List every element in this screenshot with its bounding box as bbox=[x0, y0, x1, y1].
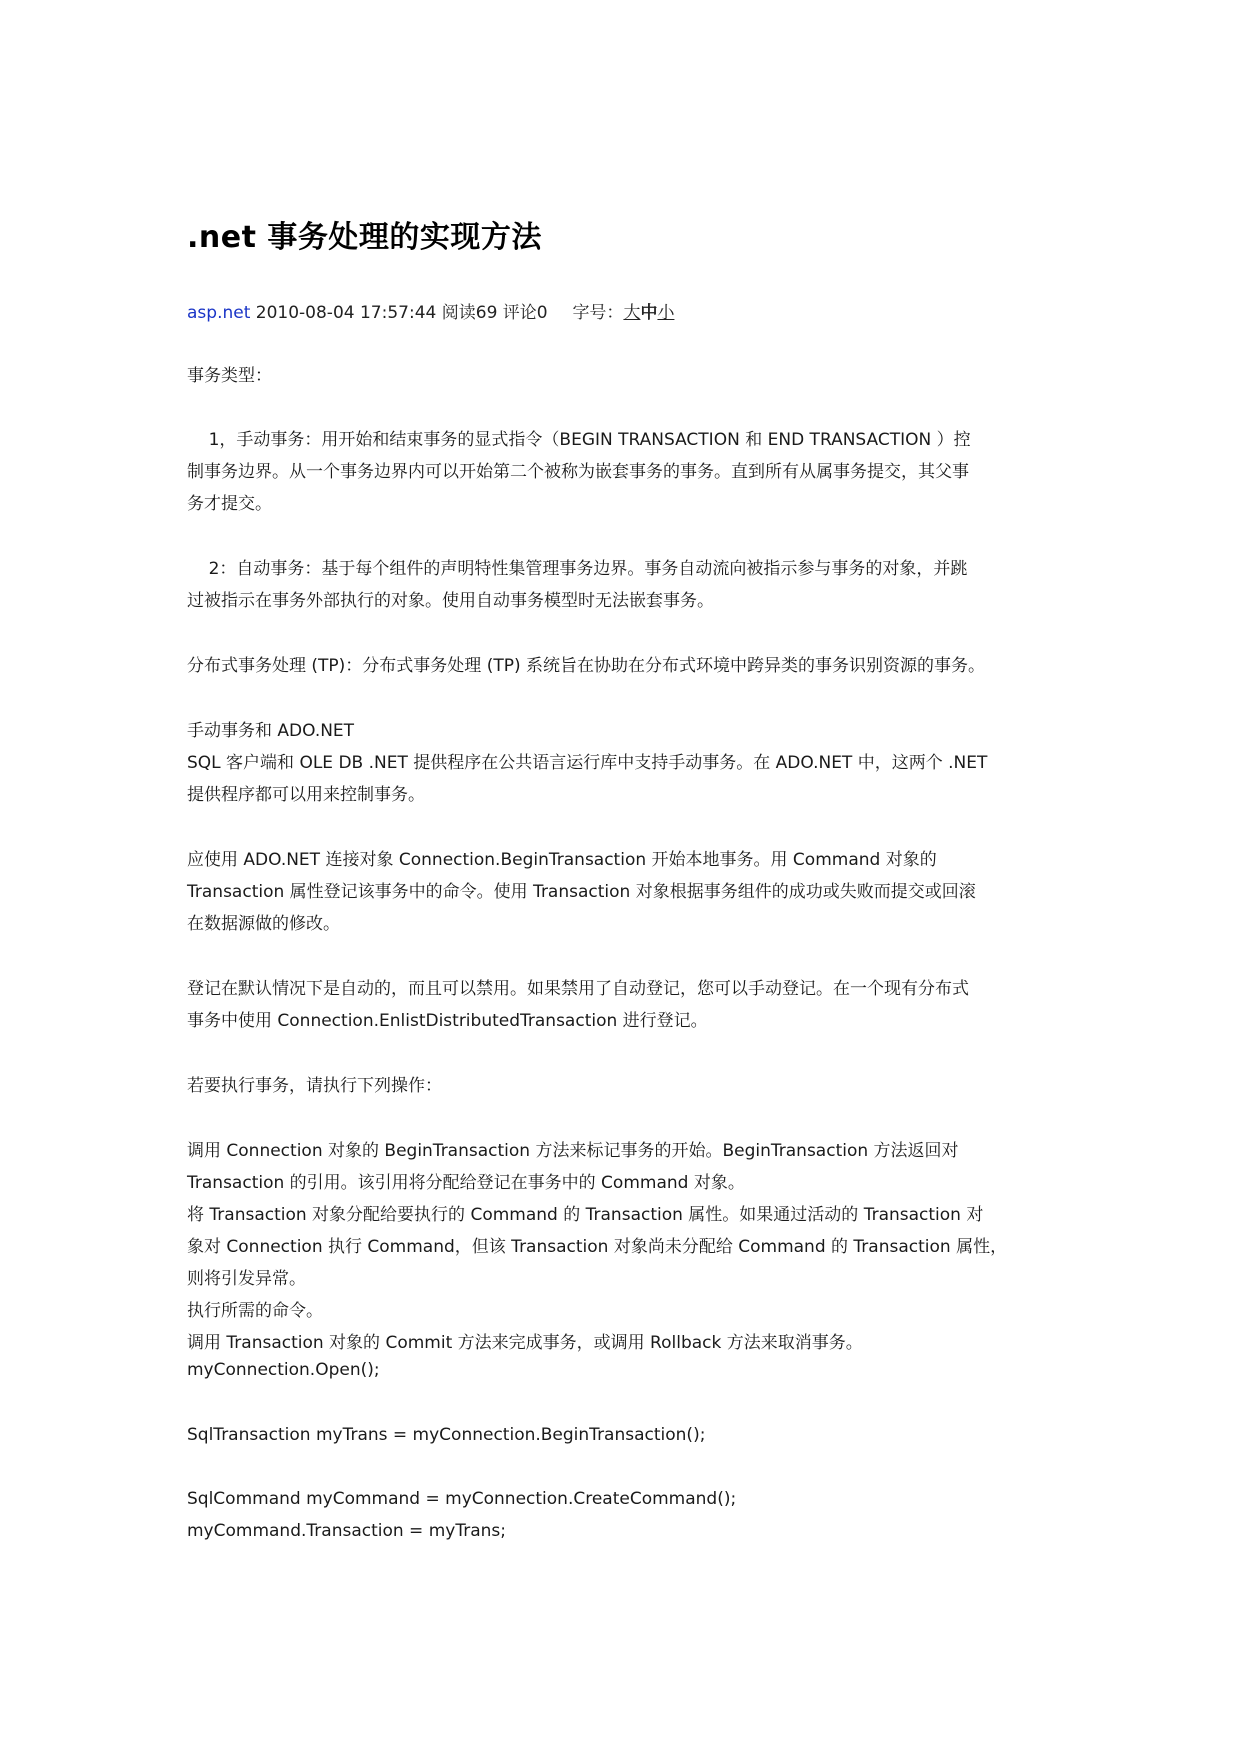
body-line: 执行所需的命令。 bbox=[187, 1301, 323, 1321]
article-title: .net 事务处理的实现方法 bbox=[187, 220, 542, 255]
body-line: 事务中使用 Connection.EnlistDistributedTransaction 进行登记。 bbox=[187, 1011, 708, 1031]
body-line: 应使用 ADO.NET 连接对象 Connection.BeginTransaction 开始本地事务。用 Command 对象的 bbox=[187, 850, 937, 870]
body-line: 过被指示在事务外部执行的对象。使用自动事务模型时无法嵌套事务。 bbox=[187, 591, 714, 611]
font-size-small-link[interactable]: 小 bbox=[657, 303, 675, 323]
category-link[interactable]: asp.net bbox=[187, 303, 251, 323]
body-line: 调用 Connection 对象的 BeginTransaction 方法来标记事务的开始。BeginTransaction 方法返回对 bbox=[187, 1141, 959, 1161]
font-size-medium-link[interactable]: 中 bbox=[640, 303, 658, 323]
comment-count: 评论0 bbox=[502, 303, 548, 323]
body-line: 则将引发异常。 bbox=[187, 1269, 306, 1289]
code-line: SqlTransaction myTrans = myConnection.BeginTransaction(); bbox=[187, 1425, 706, 1445]
post-datetime: 2010-08-04 17:57:44 bbox=[255, 303, 437, 323]
code-line: SqlCommand myCommand = myConnection.CreateCommand(); bbox=[187, 1489, 737, 1509]
code-line: myCommand.Transaction = myTrans; bbox=[187, 1521, 506, 1541]
read-count: 阅读69 bbox=[441, 303, 498, 323]
body-line: 手动事务和 ADO.NET bbox=[187, 721, 355, 741]
body-line: 务才提交。 bbox=[187, 494, 272, 514]
body-line: 登记在默认情况下是自动的，而且可以禁用。如果禁用了自动登记，您可以手动登记。在一个现有分布式 bbox=[187, 979, 969, 999]
body-line: 调用 Transaction 对象的 Commit 方法来完成事务，或调用 Rollback 方法来取消事务。 bbox=[187, 1333, 863, 1353]
article-meta bbox=[187, 298, 674, 323]
body-line: 2：自动事务：基于每个组件的声明特性集管理事务边界。事务自动流向被指示参与事务的对象，并跳 bbox=[187, 559, 968, 579]
font-size-label: 字号： bbox=[572, 303, 624, 323]
body-line: 若要执行事务，请执行下列操作： bbox=[187, 1076, 442, 1096]
code-line: myConnection.Open(); bbox=[187, 1360, 380, 1380]
body-line: 制事务边界。从一个事务边界内可以开始第二个被称为嵌套事务的事务。直到所有从属事务提交，其父事 bbox=[187, 462, 969, 482]
body-line: 在数据源做的修改。 bbox=[187, 914, 340, 934]
body-line: 象对 Connection 执行 Command，但该 Transaction 对象尚未分配给 Command 的 Transaction 属性， bbox=[187, 1237, 1008, 1257]
body-line: 分布式事务处理 (TP)：分布式事务处理 (TP) 系统旨在协助在分布式环境中跨异类的事务识别资源的事务。 bbox=[187, 656, 986, 676]
body-line: 事务类型： bbox=[187, 366, 272, 386]
body-line: SQL 客户端和 OLE DB .NET 提供程序在公共语言运行库中支持手动事务。在 ADO.NET 中，这两个 .NET bbox=[187, 753, 988, 773]
body-line: 1，手动事务：用开始和结束事务的显式指令（BEGIN TRANSACTION 和 END TRANSACTION ）控 bbox=[187, 430, 971, 450]
body-line: 提供程序都可以用来控制事务。 bbox=[187, 785, 425, 805]
body-line: Transaction 属性登记该事务中的命令。使用 Transaction 对象根据事务组件的成功或失败而提交或回滚 bbox=[187, 882, 976, 902]
body-line: 将 Transaction 对象分配给要执行的 Command 的 Transaction 属性。如果通过活动的 Transaction 对 bbox=[187, 1205, 984, 1225]
body-line: Transaction 的引用。该引用将分配给登记在事务中的 Command 对象。 bbox=[187, 1173, 745, 1193]
font-size-large-link[interactable]: 大 bbox=[623, 303, 641, 323]
